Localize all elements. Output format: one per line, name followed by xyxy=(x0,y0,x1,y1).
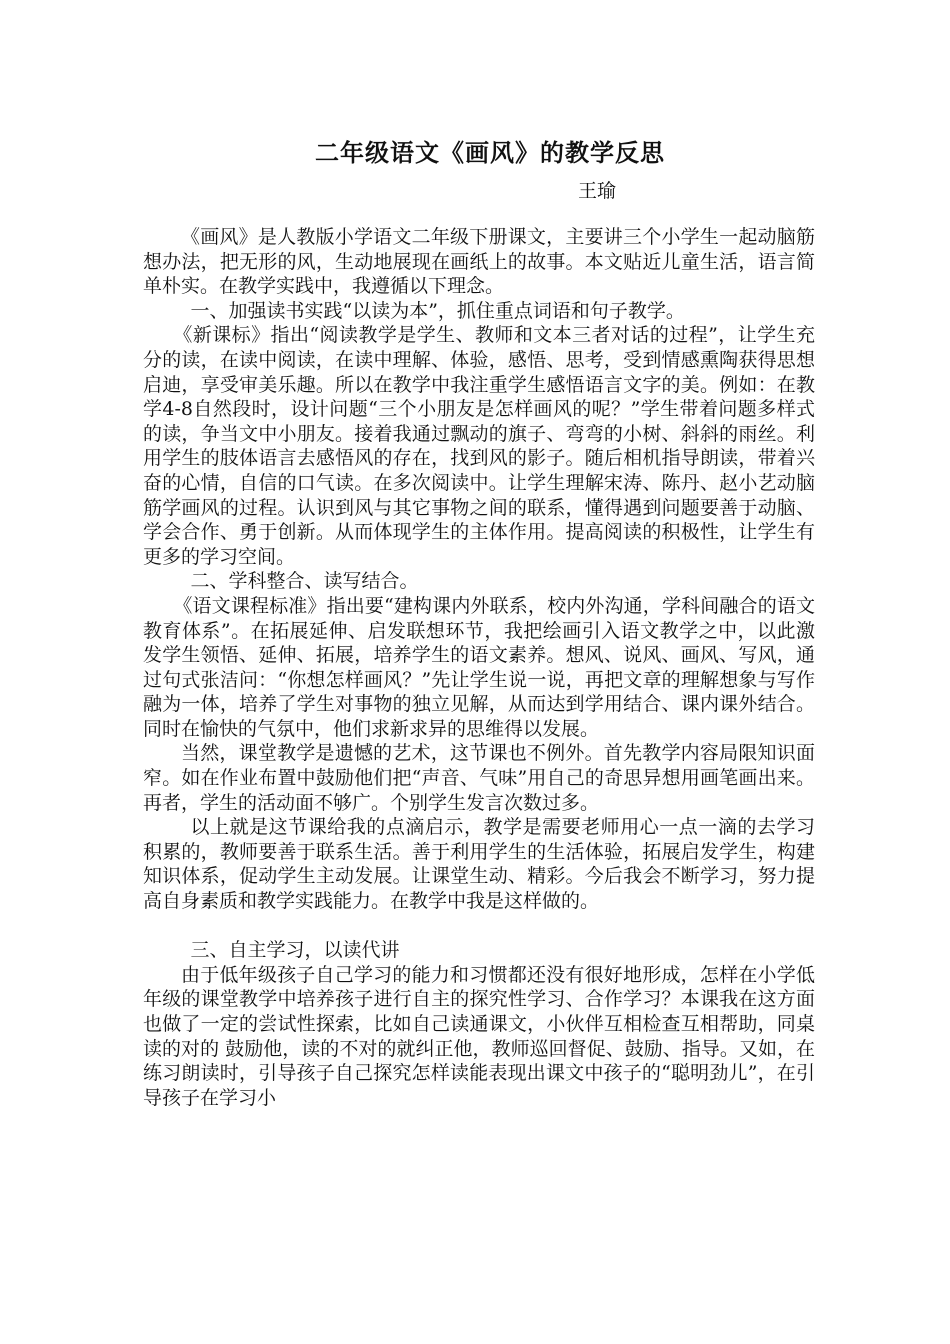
document-body xyxy=(143,225,815,1110)
paragraph-summary: 以上就是这节课给我的点滴启示，教学是需要老师用心一点一滴的去学习积累的，教师要善于联系生活。善于利用学生的生活体验，拓展启发学生，构建知识体系，促动学生主动发展。让课堂生动、精彩。今后我会不断学习，努力提高自身素质和教学实践能力。在教学中我是这样做的。 xyxy=(143,816,815,913)
paragraph-section-2: 《语文课程标准》指出要“建构课内外联系，校内外沟通，学科间融合的语文教育体系”。在拓展延伸、启发联想环节，我把绘画引入语文教学之中，以此激发学生领悟、延伸、拓展，培养学生的语文素养。想风、说风、画风、写风，通过句式张洁问：“你想怎样画风？”先让学生说一说，再把文章的理解想象与写作融为一体，培养了学生对事物的独立见解，从而达到学用结合、课内课外结合。同时在愉快的气氛中，他们求新求异的思维得以发展。 xyxy=(143,594,815,740)
document-title: 二年级语文《画风》的教学反思 xyxy=(315,138,665,167)
section-heading-1: 一、加强读书实践“以读为本”，抓住重点词语和句子教学。 xyxy=(190,299,685,322)
paragraph-reflection: 当然，课堂教学是遗憾的艺术，这节课也不例外。首先教学内容局限知识面窄。如在作业布置中鼓励他们把“声音、气味”用自己的奇思异想用画笔画出来。再者，学生的活动面不够广。个别学生发言次数过多。 xyxy=(143,742,815,814)
paragraph-intro: 《画风》是人教版小学语文二年级下册课文，主要讲三个小学生一起动脑筋想办法，把无形的风，生动地展现在画纸上的故事。本文贴近儿童生活，语言简单朴实。在教学实践中，我遵循以下理念。 xyxy=(143,226,815,298)
paragraph-section-1: 《新课标》指出“阅读教学是学生、教师和文本三者对话的过程”，让学生充分的读，在读中阅读，在读中理解、体验，感悟、思考，受到情感熏陶获得思想启迪，享受审美乐趣。所以在教学中我注重学生感悟语言文字的美。例如：在教学4-8自然段时，设计问题“三个小朋友是怎样画风的呢？”学生带着问题多样式的读，争当文中小朋友。接着我通过飘动的旗子、弯弯的小树、斜斜的雨丝。利用学生的肢体语言去感悟风的存在，找到风的影子。随后相机指导朗读，带着兴奋的心情，自信的口气读。在多次阅读中。让学生理解宋涛、陈丹、赵小艺动脑筋学画风的过程。认识到风与其它事物之间的联系，懂得遇到问题要善于动脑、学会合作、勇于创新。从而体现学生的主体作用。提高阅读的积极性，让学生有更多的学习空间。 xyxy=(143,324,815,568)
section-heading-2: 二、学科整合、读写结合。 xyxy=(190,570,419,593)
document-author: 王瑜 xyxy=(578,180,617,202)
paragraph-section-3: 由于低年级孩子自己学习的能力和习惯都还没有很好地形成，怎样在小学低年级的课堂教学中培养孩子进行自主的探究性学习、合作学习？本课我在这方面也做了一定的尝试性探索，比如自己读通课文，小伙伴互相检查互相帮助，同桌读的对的 鼓励他，读的不对的就纠正他，教师巡回督促、鼓励、指导。又如，在练习朗读时，引导孩子自己探究怎样读能表现出课文中孩子的“聪明劲儿”，在引导孩子在学习小 xyxy=(143,963,815,1109)
section-heading-3: 三、自主学习，以读代讲 xyxy=(190,939,400,962)
paragraph-gap xyxy=(143,914,815,939)
